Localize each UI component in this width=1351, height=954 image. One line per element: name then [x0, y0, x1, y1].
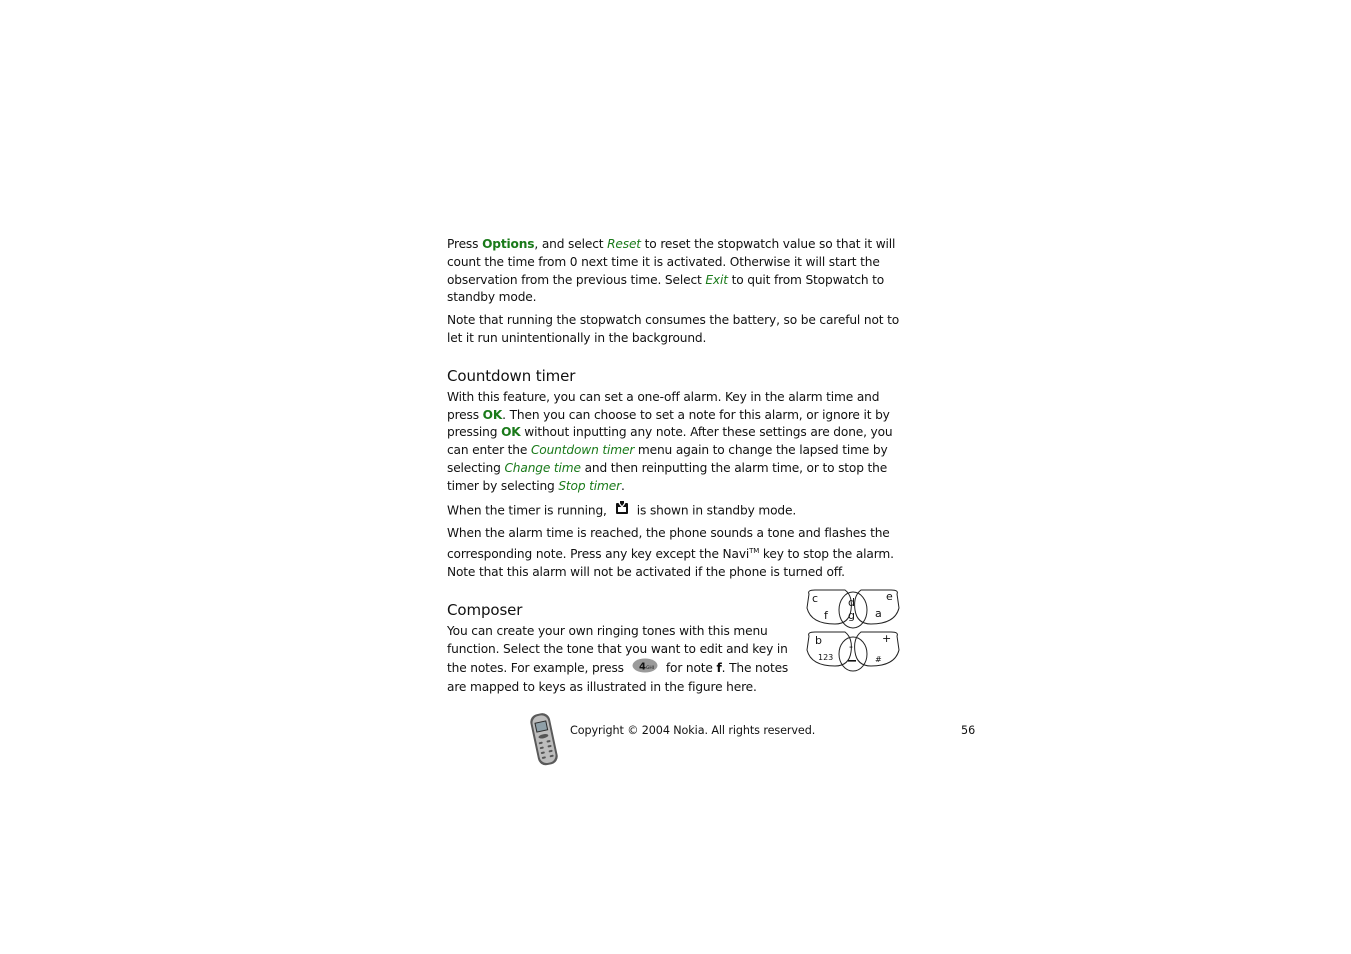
- reset-option: Reset: [607, 237, 641, 251]
- composer-heading: Composer: [447, 600, 523, 619]
- keypad-note-e: e: [886, 590, 893, 603]
- text-run: key to stop the alarm. Note that this alarm will not be activated if the phone is turned off.: [447, 547, 894, 580]
- text-run: to quit from Stopwatch to standby mode.: [447, 272, 885, 305]
- keypad-note-f: f: [824, 609, 828, 622]
- keypad-note-g: g: [848, 609, 855, 622]
- text-run: without inputting any note. After these settings are done, you can enter the: [447, 425, 893, 458]
- change-time-option: Change time: [504, 460, 581, 475]
- keypad-hash: #: [875, 655, 882, 664]
- keypad-note-b: b: [815, 634, 822, 647]
- page-content: [447, 236, 903, 697]
- text-run: Press: [447, 237, 483, 251]
- countdown-heading: Countdown timer: [447, 366, 576, 385]
- exit-option: Exit: [705, 272, 728, 287]
- keypad-plus: +: [882, 632, 892, 645]
- text-run: menu again to change the lapsed time by selecting: [447, 443, 888, 475]
- keypad-minus-bar: [848, 660, 856, 662]
- ok-softkey-label: OK: [501, 425, 521, 440]
- page-number: 56: [961, 724, 976, 737]
- key-4-sublabel: GHI: [645, 666, 654, 672]
- key-4-icon: [632, 658, 658, 679]
- nokia-phone-icon: [526, 711, 564, 767]
- text-run: When the alarm time is reached, the phone sounds a tone and flashes the corresponding note. Press any key except the Navi: [447, 526, 890, 562]
- text-run: and then reinputting the alarm time, or to stop the timer by selecting: [447, 460, 888, 493]
- stopwatch-paragraph-1: [447, 236, 903, 307]
- keypad-123: 123: [818, 653, 834, 662]
- stop-timer-option: Stop timer: [558, 478, 621, 493]
- text-run: is shown in standby mode.: [636, 502, 797, 517]
- text-run: You can create your own ringing tones with this menu function. Select the tone that you want to edit and key in the notes. For example, press: [447, 623, 788, 676]
- timer-indicator-icon: [615, 501, 629, 521]
- text-run: for note: [665, 661, 717, 676]
- options-softkey-label: Options: [482, 237, 535, 251]
- countdown-paragraph-1: [447, 389, 903, 496]
- text-run: With this feature, you can set a one-off alarm. Key in the alarm time and press: [447, 389, 880, 422]
- text-run: . Then you can choose to set a note for this alarm, or ignore it by pressing: [447, 407, 890, 440]
- keypad-note-c: c: [812, 592, 819, 605]
- composer-keypad-figure: [805, 588, 901, 672]
- text-run: , and select: [534, 237, 608, 251]
- stopwatch-paragraph-2: Note that running the stopwatch consumes the battery, so be careful not to let it run unintentionally in the background.: [447, 313, 900, 345]
- key-4-label: 4: [638, 661, 646, 673]
- countdown-paragraph-2: [447, 501, 903, 521]
- countdown-timer-menu: Countdown timer: [530, 443, 635, 458]
- countdown-paragraph-3: [447, 525, 903, 581]
- note-f: f: [716, 661, 722, 676]
- keypad-note-d: d: [848, 596, 855, 609]
- text-run: to reset the stopwatch value so that it will count the time from 0 next time it is activated. Otherwise it will start the observation from the previous time. Select: [447, 237, 896, 287]
- copyright-notice: Copyright © 2004 Nokia. All rights reserved.: [570, 724, 816, 737]
- ok-softkey-label: OK: [482, 407, 503, 422]
- text-run: . The notes are mapped to keys as illustrated in the figure here.: [447, 661, 789, 695]
- text-run: .: [620, 478, 625, 493]
- text-run: When the timer is running,: [447, 502, 607, 517]
- keypad-minus: -: [849, 640, 853, 653]
- trademark: TM: [749, 547, 760, 556]
- keypad-note-a: a: [875, 607, 882, 620]
- composer-paragraph: [447, 623, 792, 697]
